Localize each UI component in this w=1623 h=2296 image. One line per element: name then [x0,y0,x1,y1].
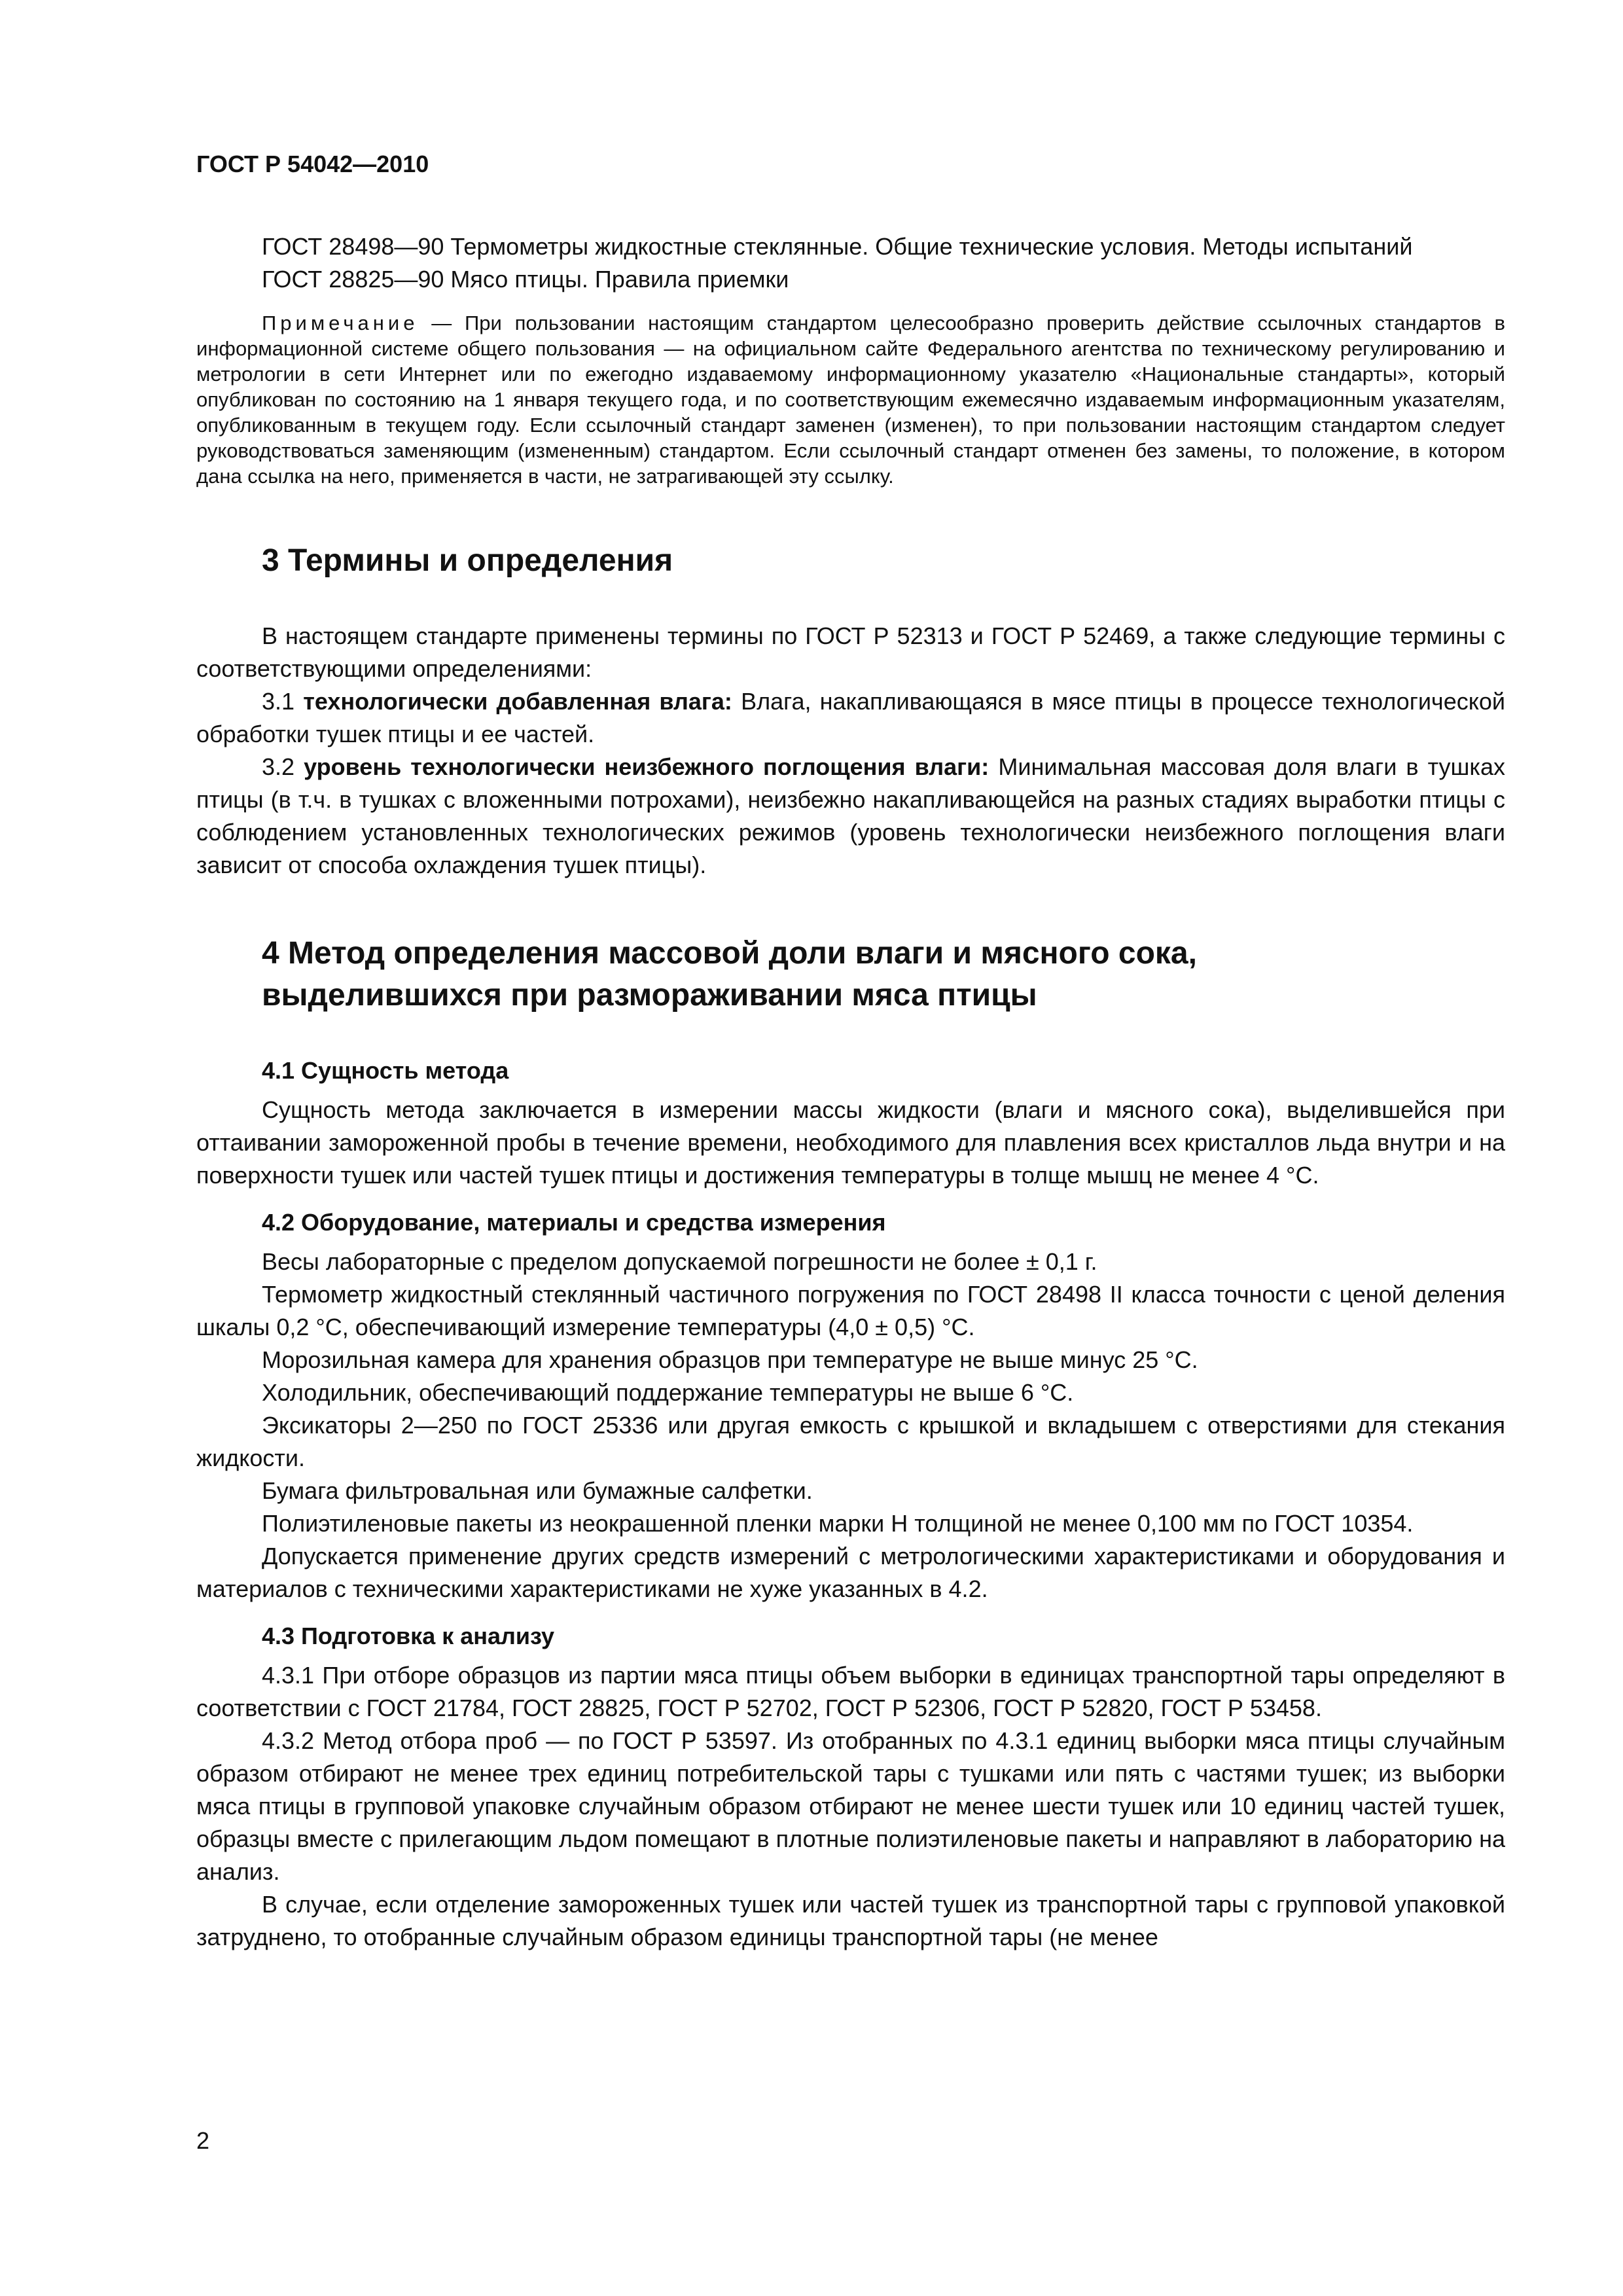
term-definition: Минимальная массовая доля влаги в тушках птицы (в т.ч. в тушках с вложенными потрохами), неизбежно накапливающейся на разных стадиях выработки птицы с соблюдением установленных технологических режимов (уровень технологически неизбежного поглощения влаги зависит от способа охлаждения тушек птицы). [196,753,1505,878]
term-3-2 [196,751,1505,882]
preparation-item: 4.3.1 При отборе образцов из партии мяса птицы объем выборки в единицах транспортной тары определяют в соответствии с ГОСТ 21784, ГОСТ 28825, ГОСТ Р 52702, ГОСТ Р 52306, ГОСТ Р 52820, ГОСТ Р 53458. [196,1662,1505,1721]
equipment-item: Полиэтиленовые пакеты из неокрашенной пленки марки Н толщиной не менее 0,100 мм по ГОСТ 10354. [262,1510,1414,1537]
subsection-4-2-title: 4.2 Оборудование, материалы и средства измерения [262,1209,886,1236]
preparation-item: В случае, если отделение замороженных тушек или частей тушек из транспортной тары с групповой упаковкой затруднено, то отобранные случайным образом единицы транспортной тары (не менее [196,1891,1505,1950]
section-3-intro: В настоящем стандарте применены термины по ГОСТ Р 52313 и ГОСТ Р 52469, а также следующие термины с соответствующими определениями: [196,622,1505,682]
equipment-item: Весы лабораторные с пределом допускаемой погрешности не более ± 0,1 г. [262,1248,1097,1275]
term-3-1 [196,685,1505,751]
note-text: — При пользовании настоящим стандартом целесообразно проверить действие ссылочных стандартов в информационной системе общего пользования — на официальном сайте Федерального агентства по техническому регулированию и метрологии в сети Интернет или по ежегодно издаваемому информационному указателю «Национальные стандарты», который опубликован по состоянию на 1 января текущего года, и по соответствующим ежемесячно издаваемым информационным указателям, опубликованным в текущем году. Если ссылочный стандарт заменен (изменен), то при пользовании настоящим стандартом следует руководствоваться заменяющим (измененным) стандартом. Если ссылочный стандарт отменен без замены, то положение, в котором дана ссылка на него, применяется в части, не затрагивающей эту ссылку. [196,312,1506,488]
term-number: 3.2 [262,753,295,780]
reference-item: ГОСТ 28498—90 Термометры жидкостные стеклянные. Общие технические условия. Методы испытаний [262,233,1413,260]
equipment-item: Морозильная камера для хранения образцов при температуре не выше минус 25 °С. [262,1346,1198,1373]
note-paragraph [196,310,1505,489]
section-3-title: 3 Термины и определения [262,543,673,578]
page-number: 2 [196,2127,210,2154]
equipment-item: Бумага фильтровальная или бумажные салфетки. [262,1477,813,1504]
term-definition: Влага, накапливающаяся в мясе птицы в процессе технологической обработки тушек птицы и ее частей. [196,688,1505,747]
equipment-item: Термометр жидкостный стеклянный частичного погружения по ГОСТ 28498 II класса точности с ценой деления шкалы 0,2 °С, обеспечивающий измерение температуры (4,0 ± 0,5) °С. [196,1281,1505,1340]
subsection-4-1-title: 4.1 Сущность метода [262,1057,509,1084]
document-page [196,151,1505,1954]
equipment-item: Допускается применение других средств измерений с метрологическими характеристиками и оборудования и материалов с техническими характеристиками не хуже указанных в 4.2. [196,1543,1505,1602]
term-name: технологически добавленная влага: [303,688,732,715]
subsection-4-3-title: 4.3 Подготовка к анализу [262,1623,555,1649]
section-4-title-line-2: выделившихся при размораживании мяса птицы [262,978,1037,1013]
term-name: уровень технологически неизбежного поглощения влаги: [304,753,990,780]
term-number: 3.1 [262,688,295,715]
preparation-item: 4.3.2 Метод отбора проб — по ГОСТ Р 53597. Из отобранных по 4.3.1 единиц выборки мяса птицы случайным образом отбирают не менее трех единиц потребительской тары с тушками или пять с частями тушек; из выборки мяса птицы в групповой упаковке случайным образом отбирают не менее шести тушек или 10 единиц частей тушек, образцы вместе с прилегающим льдом помещают в плотные полиэтиленовые пакеты и направляют в лабораторию на анализ. [196,1727,1505,1885]
document-header: ГОСТ Р 54042—2010 [196,151,429,177]
reference-item: ГОСТ 28825—90 Мясо птицы. Правила приемки [262,266,789,293]
section-4-title-line-1: 4 Метод определения массовой доли влаги и мясного сока, [262,936,1197,971]
note-label: Примечание [262,312,419,334]
subsection-4-1-text: Сущность метода заключается в измерении массы жидкости (влаги и мясного сока), выделившейся при оттаивании замороженной пробы в течение времени, необходимого для плавления всех кристаллов льда внутри и на поверхности тушек или частей тушек птицы и достижения температуры в толще мышц не менее 4 °С. [196,1096,1505,1189]
equipment-item: Эксикаторы 2—250 по ГОСТ 25336 или другая емкость с крышкой и вкладышем с отверстиями для стекания жидкости. [196,1412,1505,1471]
section-4-title [262,933,1505,1016]
equipment-item: Холодильник, обеспечивающий поддержание температуры не выше 6 °С. [262,1379,1074,1406]
